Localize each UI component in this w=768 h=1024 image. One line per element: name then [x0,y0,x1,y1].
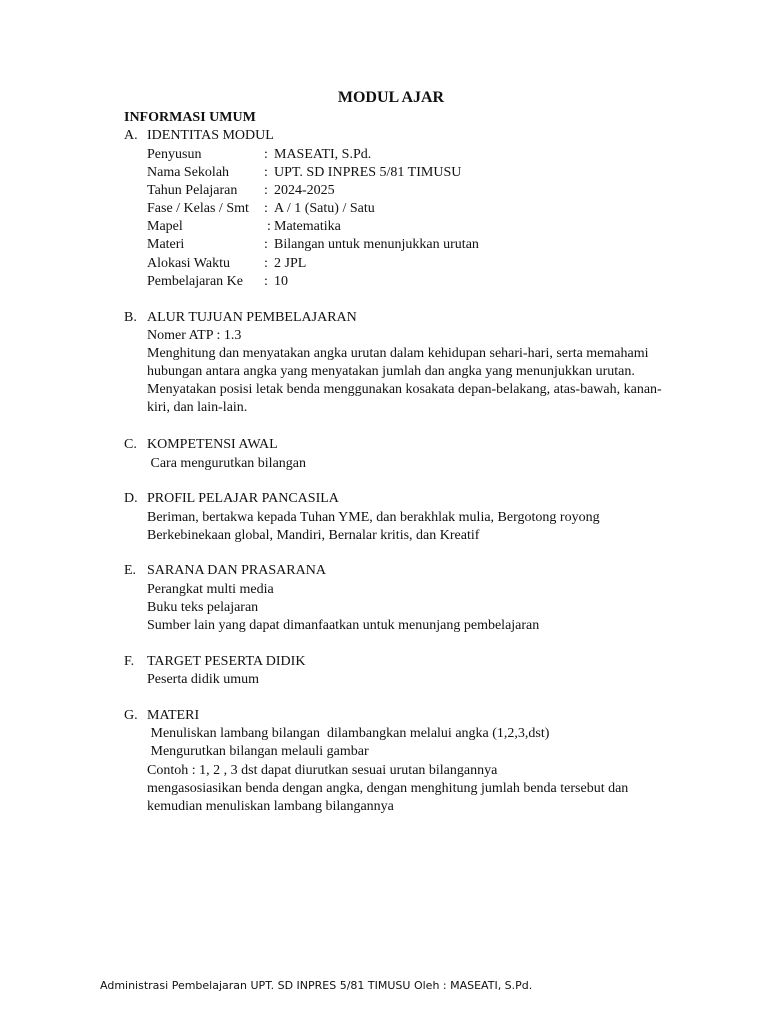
identitas-key: Materi [147,237,185,252]
identitas-value: Matematika [274,219,341,234]
identitas-key: Pembelajaran Ke [147,274,244,289]
materi-text-line: mengasosiasikan benda dengan angka, dengan menghitung jumlah benda tersebut dan [147,781,629,796]
section-c-heading [124,437,278,453]
identitas-key: Alokasi Waktu [147,256,230,271]
section-d-heading [124,491,339,507]
identitas-colon: : [264,147,268,162]
section-title: KOMPETENSI AWAL [147,437,278,452]
identitas-value: 2024-2025 [274,183,335,198]
atp-text-line: Menyatakan posisi letak benda menggunakan kosakata depan-belakang, atas-bawah, kanan- [147,382,662,397]
section-title: IDENTITAS MODUL [147,128,274,143]
sarana-item: Buku teks pelajaran [147,600,259,615]
identitas-colon: : [264,256,268,271]
identitas-value: A / 1 (Satu) / Satu [274,201,375,216]
section-letter: C. [124,437,137,452]
section-title: PROFIL PELAJAR PANCASILA [147,491,339,506]
identitas-value: MASEATI, S.Pd. [274,147,372,162]
identitas-key: Mapel [147,219,183,234]
materi-text-line: kemudian menuliskan lambang bilangannya [147,799,394,814]
section-title: TARGET PESERTA DIDIK [147,654,306,669]
identitas-colon: : [264,237,268,252]
section-letter: D. [124,491,138,506]
profil-text-line: Berkebinekaan global, Mandiri, Bernalar kritis, dan Kreatif [147,528,480,543]
atp-text-line: hubungan antara angka yang menyatakan jumlah dan angka yang menunjukkan urutan. [147,364,635,379]
materi-text-line: Contoh : 1, 2 , 3 dst dapat diurutkan sesuai urutan bilangannya [147,763,498,778]
identitas-colon: : [264,201,268,216]
identitas-key: Fase / Kelas / Smt [147,201,249,216]
document-title: MODUL AJAR [337,89,445,106]
identitas-key: Penyusun [147,147,202,162]
materi-text-line: Menuliskan lambang bilangan dilambangkan melalui angka (1,2,3,dst) [147,726,550,741]
section-letter: E. [124,563,137,578]
section-letter: A. [124,128,138,143]
section-informasi-umum: INFORMASI UMUM [124,110,256,125]
section-a-heading [124,128,274,144]
section-title: SARANA DAN PRASARANA [147,563,326,578]
profil-text-line: Beriman, bertakwa kepada Tuhan YME, dan berakhlak mulia, Bergotong royong [147,510,600,525]
atp-number: Nomer ATP : 1.3 [147,328,242,343]
identitas-colon: : [264,183,268,198]
identitas-key: Tahun Pelajaran [147,183,238,198]
section-g-heading [124,708,199,724]
section-b-heading [124,310,357,326]
page-footer: Administrasi Pembelajaran UPT. SD INPRES 5/81 TIMUSU Oleh : MASEATI, S.Pd. [100,979,533,992]
atp-text-line: kiri, dan lain-lain. [147,400,248,415]
section-letter: F. [124,654,135,669]
materi-text-line: Mengurutkan bilangan melauli gambar [147,744,369,759]
section-e-heading [124,563,326,579]
identitas-value: Bilangan untuk menunjukkan urutan [274,237,479,252]
atp-text-line: Menghitung dan menyatakan angka urutan dalam kehidupan sehari-hari, serta memahami [147,346,649,361]
identitas-key: Nama Sekolah [147,165,230,180]
section-letter: B. [124,310,137,325]
identitas-value: 2 JPL [274,256,307,271]
target-text: Peserta didik umum [147,672,259,687]
section-letter: G. [124,708,138,723]
kompetensi-awal-text: Cara mengurutkan bilangan [147,456,307,471]
section-title: ALUR TUJUAN PEMBELAJARAN [147,310,357,325]
section-f-heading [124,654,305,670]
sarana-item: Perangkat multi media [147,582,274,597]
identitas-colon: : [264,274,268,289]
identitas-value: 10 [274,274,288,289]
section-title: MATERI [147,708,200,723]
identitas-colon: : [267,219,271,234]
sarana-item: Sumber lain yang dapat dimanfaatkan untuk menunjang pembelajaran [147,618,540,633]
identitas-colon: : [264,165,268,180]
identitas-value: UPT. SD INPRES 5/81 TIMUSU [274,165,462,180]
